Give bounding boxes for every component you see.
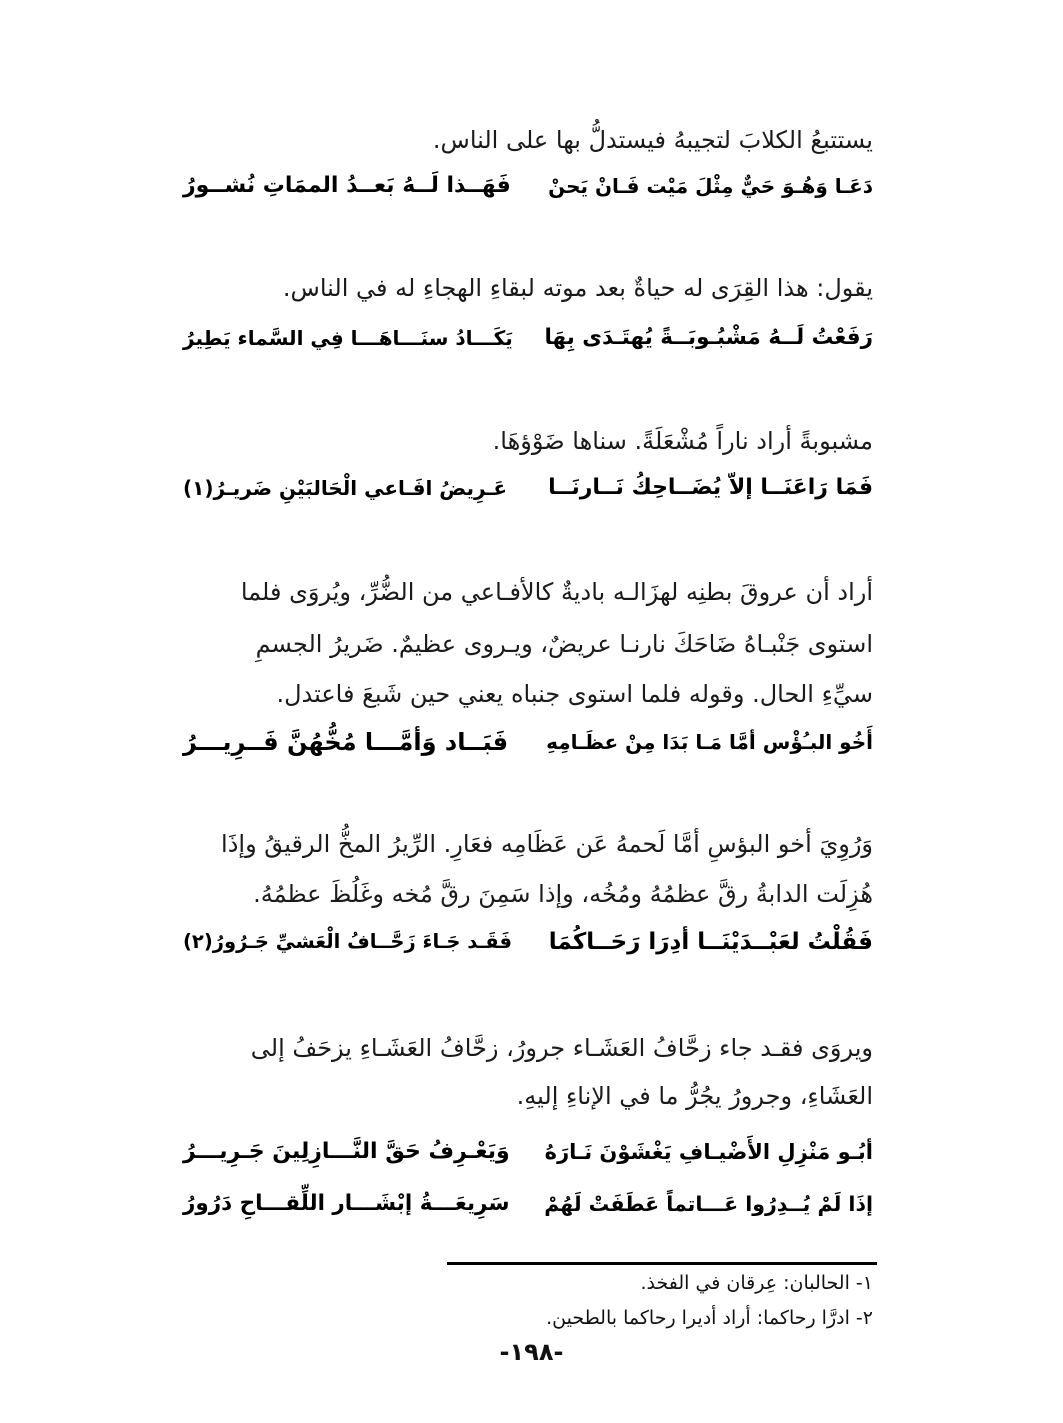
- prose-line: أراد أن عروقَ بطنِه لهزَالـه باديةٌ كالأفـاعي من الضُّرِّ، ويُروَى فلما: [240, 578, 873, 606]
- verse-line: [183, 920, 873, 964]
- verse-first-hemistich: أَخُو البـُؤْس أمَّا مَـا بَدَا مِنْ عظَـامِهِ: [546, 730, 873, 754]
- prose-line: يقول: هذا القِرَى له حياةٌ بعد موته لبقاءِ الهجاءِ له في الناس.: [282, 274, 873, 302]
- verse-first-hemistich: دَعَـا وَهُـوَ حَيٌّ مِثْلَ مَيْت فَـانْ يَحنْ: [548, 174, 873, 198]
- verse-second-hemistich: عَـرِيضُ افَـاعي الْحَالبَيْنِ ضَريـرُ(١): [183, 476, 507, 500]
- verse-first-hemistich: فَقُلْتُ لعَبْــدَيْنَــا أدِرَا رَحَــاكُمَا: [548, 929, 873, 955]
- prose-line: سيِّءِ الحال. وقوله فلما استوى جنباه يعني حين شَبعَ فاعتدل.: [276, 680, 873, 708]
- verse-first-hemistich: إذَا لَمْ يُــدِرُوا عَـــاتماً عَطَفَتْ لَهُمْ: [544, 1192, 873, 1216]
- footnote: ٢- ادرَّا رحاكما: أراد أديرا رحاكما بالطحين.: [546, 1307, 873, 1329]
- verse-line: [183, 466, 873, 510]
- verse-second-hemistich: فَبَــاد وَأمَّـــا مُخُّهُنَّ فَــرِيـــرُ: [183, 728, 509, 756]
- verse-line: [183, 316, 873, 360]
- prose-line: العَشَاءِ، وجرورُ يجُرُّ ما في الإناءِ إليهِ.: [516, 1082, 873, 1110]
- verse-first-hemistich: رَفَعْتُ لَــهُ مَشْبُـوبَــةً يُهتَـدَى بِهَا: [544, 325, 873, 350]
- verse-line: [183, 1130, 873, 1174]
- prose-line: وَرُوِيَ أخو البؤسِ أمَّا لَحمهُ عَن عَظَامِه فعَارِ. الرِّيرُ المخُّ الرقيقُ وإذَا: [221, 830, 873, 858]
- page-number: -١٩٨-: [499, 1338, 564, 1366]
- verse-first-hemistich: أبُـو مَنْزِلِ الأَضْيـافِ يَغْشَوْنَ نَـارَهُ: [544, 1140, 873, 1164]
- prose-line: هُزِلَت الدابةُ رقَّ عظمُهُ ومُخُه، وإذا سَمِنَ رقَّ مُخه وغَلُظَ عظمُهُ.: [253, 880, 873, 908]
- prose-line: مشبوبةً أراد ناراً مُشْعَلَةً. سناها ضَوْؤهَا.: [492, 427, 873, 455]
- verse-first-hemistich: فَمَا رَاعَنَــا إلاّ يُضَــاحِكُ نَــارنَــا: [548, 475, 873, 500]
- verse-second-hemistich: فَهَــذا لَــهُ بَعــدُ الممَاتِ نُشــورُ: [183, 173, 511, 198]
- verse-second-hemistich: فَقَـد جَـاءَ زَحَّــافُ الْعَشيِّ جَـرُورُ(٢): [183, 930, 513, 953]
- verse-second-hemistich: يَكَـــادُ سنَـــاهَـــا فِي السَّماء يَطِيرُ: [183, 326, 513, 350]
- verse-line: [183, 720, 873, 764]
- footnote: ١- الحالبان: عِرقان في الفخذ.: [640, 1272, 873, 1294]
- verse-line: [183, 164, 873, 208]
- verse-second-hemistich: سَرِيعَـــةُ إبْشَـــار اللِّقـــاحِ دَرُورُ: [183, 1191, 510, 1216]
- prose-line: ويروَى فقـد جاء زحَّافُ العَشَـاء جرورُ، زحَّافُ العَشَـاءِ يزحَفُ إلى: [250, 1034, 873, 1062]
- verse-line: [183, 1182, 873, 1226]
- prose-line: استوى جَنْبـاهُ ضَاحَكَ نارنـا عريضٌ، ويـروى عظيمٌ. ضَريرُ الجسمِ: [255, 630, 873, 658]
- verse-second-hemistich: وَيَعْـرِفُ حَقَّ النَّـــازِلِينَ جَـرِيـــرُ: [183, 1139, 510, 1164]
- prose-line: يستتبعُ الكلابَ لتجيبهُ فيستدلُّ بها على الناس.: [432, 126, 873, 154]
- footnote-divider: [447, 1262, 877, 1265]
